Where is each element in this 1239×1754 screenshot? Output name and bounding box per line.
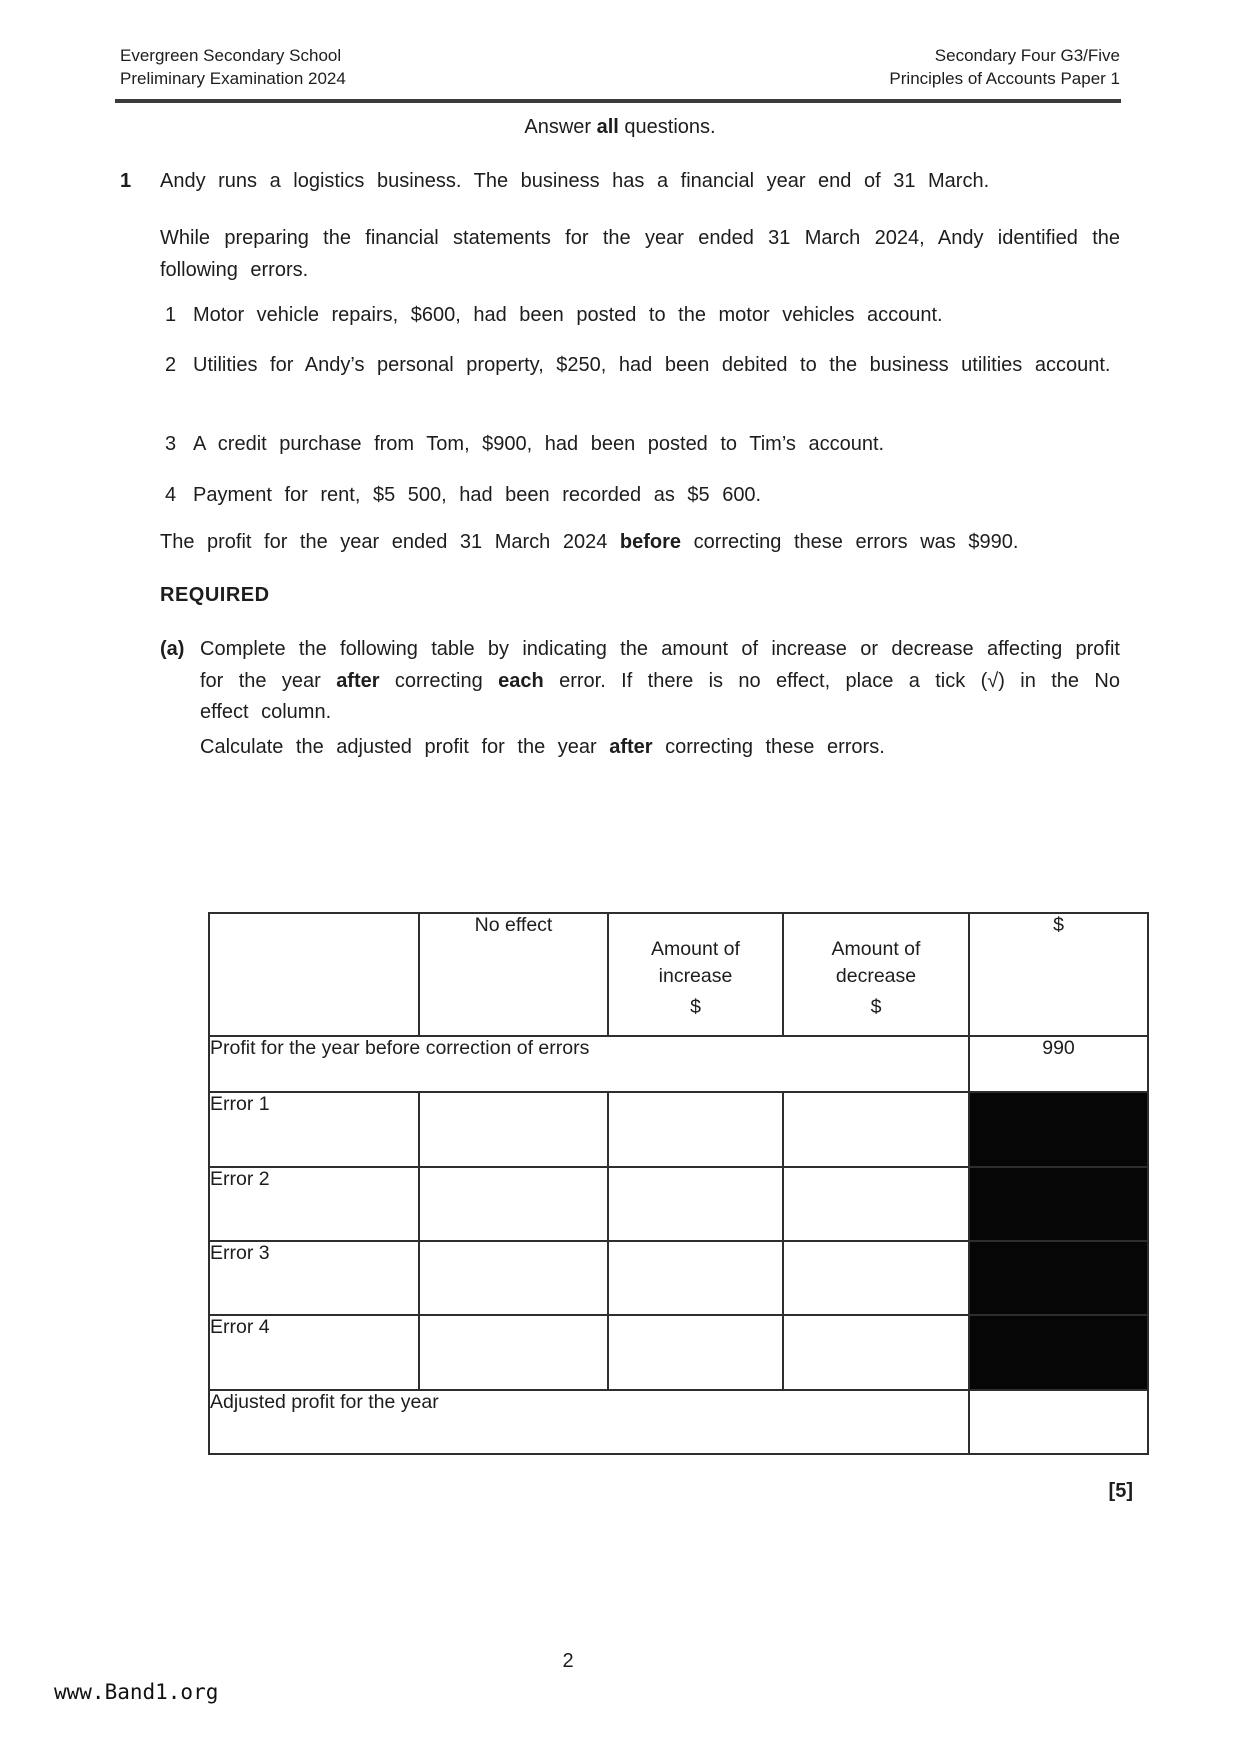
error-3-increase-cell [608, 1241, 783, 1315]
increase-line2: increase [658, 965, 733, 987]
part-a-bold1: after [336, 669, 380, 692]
instruction-post: questions. [618, 116, 716, 138]
part-a-seg2: correcting [379, 669, 499, 692]
error-1-increase-cell [608, 1092, 783, 1166]
error-text: A credit purchase from Tom, $900, had been posted to Tim’s account. [193, 433, 885, 455]
part-a-text [200, 634, 1120, 729]
decrease-line2: decrease [835, 965, 917, 987]
table-header-row [209, 913, 1148, 1036]
error-2-decrease-cell [783, 1167, 969, 1241]
watermark: www.Band1.org [54, 1680, 219, 1704]
question-paragraph: While preparing the financial statements for the year ended 31 March 2024, Andy identified the following errors. [160, 227, 1120, 281]
marks-badge: [5] [1108, 1480, 1133, 1502]
header-rule [115, 99, 1121, 103]
header-amount-decrease [783, 913, 969, 1036]
header-left [120, 44, 346, 90]
error-text: Payment for rent, $5 500, had been recorded as $5 600. [193, 484, 762, 506]
error-2-blacked-out-cell [969, 1167, 1148, 1241]
header-amount-increase [608, 913, 783, 1036]
profit-before-correction-row [209, 1036, 1148, 1092]
error-item-1 [165, 300, 1120, 331]
error-4-increase-cell [608, 1315, 783, 1389]
paper-title: Principles of Accounts Paper 1 [889, 69, 1120, 88]
increase-line1: Amount of [651, 938, 740, 960]
error-3-no-effect-cell [419, 1241, 608, 1315]
part-a-seg1: Complete the following table by indicating the amount of increase or decrease affecting profit for the year [200, 638, 1120, 692]
error-item-3 [165, 429, 1120, 460]
header-right [889, 44, 1120, 90]
header-blank-cell [209, 913, 419, 1036]
error-3-row [209, 1241, 1148, 1315]
error-number: 2 [165, 354, 177, 376]
school-name: Evergreen Secondary School [120, 46, 342, 65]
error-1-row [209, 1092, 1148, 1166]
error-4-no-effect-cell [419, 1315, 608, 1389]
header-total-dollar: $ [969, 913, 1148, 1036]
calc-post: correcting these errors. [652, 736, 885, 758]
header-amount-increase-box [609, 914, 782, 1033]
answer-instruction [120, 116, 1120, 139]
error-4-label: Error 4 [209, 1315, 419, 1389]
instruction-bold: all [596, 116, 619, 138]
calc-instruction [200, 736, 1120, 759]
error-item-2 [165, 350, 1120, 381]
adjusted-profit-label: Adjusted profit for the year [209, 1390, 969, 1454]
part-a [160, 634, 1120, 729]
error-number: 3 [165, 433, 177, 455]
error-number: 1 [165, 304, 177, 326]
part-a-label: (a) [160, 638, 185, 660]
exam-title: Preliminary Examination 2024 [120, 69, 346, 88]
profit-note [160, 531, 1120, 554]
profit-note-pre: The profit for the year ended 31 March 2024 [160, 531, 620, 553]
calc-bold: after [609, 736, 653, 758]
error-1-no-effect-cell [419, 1092, 608, 1166]
decrease-line1: Amount of [831, 938, 921, 960]
question-intro: Andy runs a logistics business. The business has a financial year end of 31 March. [160, 170, 990, 192]
question-1 [120, 170, 1120, 193]
profit-row-value: 990 [969, 1036, 1148, 1092]
error-item-4 [165, 480, 1120, 511]
adjusted-profit-row [209, 1390, 1148, 1454]
error-1-blacked-out-cell [969, 1092, 1148, 1166]
error-3-label: Error 3 [209, 1241, 419, 1315]
instruction-pre: Answer [524, 116, 597, 138]
calc-pre: Calculate the adjusted profit for the year [200, 736, 610, 758]
error-text: Motor vehicle repairs, $600, had been posted to the motor vehicles account. [193, 304, 943, 326]
error-4-decrease-cell [783, 1315, 969, 1389]
question-number: 1 [120, 170, 132, 192]
answers-table [208, 912, 1149, 1455]
page-number: 2 [562, 1650, 574, 1672]
header-no-effect: No effect [419, 913, 608, 1036]
part-a-seg3: error. If there is no effect, place a tick (√) in the No effect column. [200, 669, 1120, 723]
error-1-label: Error 1 [209, 1092, 419, 1166]
decrease-dollar-sign: $ [870, 996, 882, 1018]
error-2-row [209, 1167, 1148, 1241]
profit-note-post: correcting these errors was $990. [681, 531, 1019, 553]
error-3-blacked-out-cell [969, 1241, 1148, 1315]
error-1-decrease-cell [783, 1092, 969, 1166]
error-2-no-effect-cell [419, 1167, 608, 1241]
profit-note-bold: before [619, 531, 682, 553]
required-heading: REQUIRED [160, 584, 270, 606]
profit-row-label: Profit for the year before correction of errors [209, 1036, 969, 1092]
increase-dollar-sign: $ [690, 996, 701, 1018]
error-2-label: Error 2 [209, 1167, 419, 1241]
error-4-row [209, 1315, 1148, 1389]
error-number: 4 [165, 484, 177, 506]
course-level: Secondary Four G3/Five [934, 46, 1120, 65]
error-2-increase-cell [608, 1167, 783, 1241]
header-amount-decrease-box [784, 914, 968, 1033]
error-4-blacked-out-cell [969, 1315, 1148, 1389]
error-3-decrease-cell [783, 1241, 969, 1315]
part-a-bold2: each [498, 669, 544, 692]
adjusted-profit-value-cell [969, 1390, 1148, 1454]
error-text: Utilities for Andy’s personal property, $250, had been debited to the business utilities account. [193, 354, 1111, 376]
